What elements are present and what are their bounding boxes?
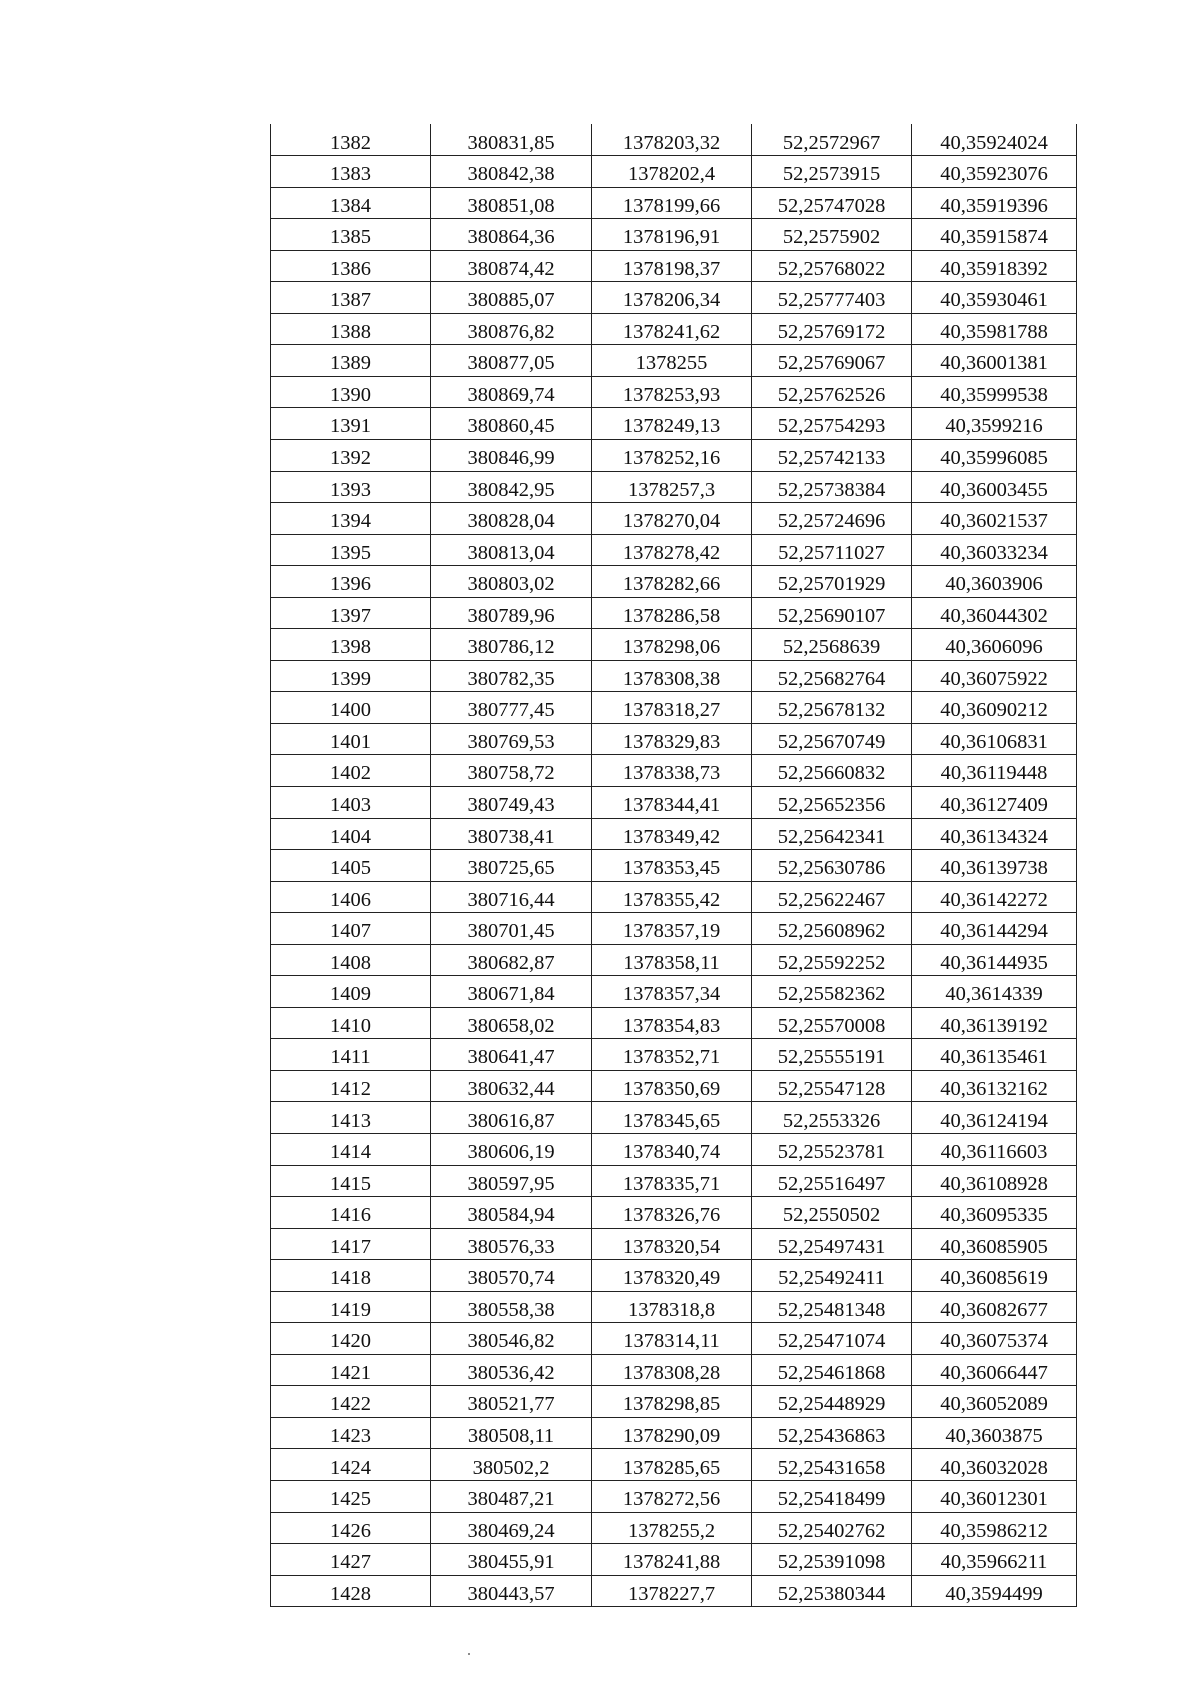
latitude-cell: 52,25711027 <box>752 534 912 566</box>
longitude-cell: 40,3599216 <box>912 408 1077 440</box>
point-number-cell: 1426 <box>271 1512 431 1544</box>
table-row <box>271 1544 1077 1576</box>
y-coordinate-cell: 1378253,93 <box>592 376 752 408</box>
x-coordinate-cell: 380682,87 <box>431 944 592 976</box>
x-coordinate-cell: 380758,72 <box>431 755 592 787</box>
y-coordinate-cell: 1378252,16 <box>592 439 752 471</box>
y-coordinate-cell: 1378282,66 <box>592 566 752 598</box>
latitude-cell: 52,25678132 <box>752 692 912 724</box>
longitude-cell: 40,35919396 <box>912 187 1077 219</box>
table-row <box>271 818 1077 850</box>
y-coordinate-cell: 1378355,42 <box>592 881 752 913</box>
point-number-cell: 1427 <box>271 1544 431 1576</box>
longitude-cell: 40,36066447 <box>912 1354 1077 1386</box>
x-coordinate-cell: 380851,08 <box>431 187 592 219</box>
point-number-cell: 1420 <box>271 1323 431 1355</box>
x-coordinate-cell: 380874,42 <box>431 250 592 282</box>
x-coordinate-cell: 380570,74 <box>431 1260 592 1292</box>
table-row <box>271 1102 1077 1134</box>
point-number-cell: 1419 <box>271 1291 431 1323</box>
y-coordinate-cell: 1378308,28 <box>592 1354 752 1386</box>
x-coordinate-cell: 380828,04 <box>431 503 592 535</box>
longitude-cell: 40,36033234 <box>912 534 1077 566</box>
latitude-cell: 52,25380344 <box>752 1575 912 1607</box>
point-number-cell: 1414 <box>271 1134 431 1166</box>
table-row <box>271 1323 1077 1355</box>
table-row <box>271 692 1077 724</box>
latitude-cell: 52,25418499 <box>752 1481 912 1513</box>
y-coordinate-cell: 1378352,71 <box>592 1039 752 1071</box>
point-number-cell: 1388 <box>271 313 431 345</box>
table-row <box>271 1417 1077 1449</box>
y-coordinate-cell: 1378318,8 <box>592 1291 752 1323</box>
y-coordinate-cell: 1378202,4 <box>592 156 752 188</box>
x-coordinate-cell: 380725,65 <box>431 850 592 882</box>
latitude-cell: 52,25738384 <box>752 471 912 503</box>
x-coordinate-cell: 380885,07 <box>431 282 592 314</box>
latitude-cell: 52,2568639 <box>752 629 912 661</box>
y-coordinate-cell: 1378308,38 <box>592 660 752 692</box>
longitude-cell: 40,35915874 <box>912 219 1077 251</box>
latitude-cell: 52,25769067 <box>752 345 912 377</box>
y-coordinate-cell: 1378335,71 <box>592 1165 752 1197</box>
longitude-cell: 40,36021537 <box>912 503 1077 535</box>
table-row <box>271 1134 1077 1166</box>
x-coordinate-cell: 380584,94 <box>431 1197 592 1229</box>
latitude-cell: 52,25754293 <box>752 408 912 440</box>
latitude-cell: 52,25769172 <box>752 313 912 345</box>
longitude-cell: 40,35996085 <box>912 439 1077 471</box>
table-row <box>271 282 1077 314</box>
table-row <box>271 850 1077 882</box>
y-coordinate-cell: 1378353,45 <box>592 850 752 882</box>
latitude-cell: 52,25670749 <box>752 723 912 755</box>
coordinates-table-body <box>271 124 1077 1607</box>
coordinates-table <box>270 124 1077 1607</box>
table-row <box>271 1228 1077 1260</box>
point-number-cell: 1389 <box>271 345 431 377</box>
point-number-cell: 1396 <box>271 566 431 598</box>
y-coordinate-cell: 1378314,11 <box>592 1323 752 1355</box>
point-number-cell: 1405 <box>271 850 431 882</box>
point-number-cell: 1422 <box>271 1386 431 1418</box>
y-coordinate-cell: 1378345,65 <box>592 1102 752 1134</box>
point-number-cell: 1417 <box>271 1228 431 1260</box>
x-coordinate-cell: 380536,42 <box>431 1354 592 1386</box>
longitude-cell: 40,36135461 <box>912 1039 1077 1071</box>
table-row <box>271 503 1077 535</box>
latitude-cell: 52,25481348 <box>752 1291 912 1323</box>
x-coordinate-cell: 380576,33 <box>431 1228 592 1260</box>
latitude-cell: 52,25592252 <box>752 944 912 976</box>
table-row <box>271 1354 1077 1386</box>
longitude-cell: 40,36144294 <box>912 913 1077 945</box>
latitude-cell: 52,2575902 <box>752 219 912 251</box>
latitude-cell: 52,25582362 <box>752 976 912 1008</box>
table-row <box>271 1291 1077 1323</box>
table-row <box>271 976 1077 1008</box>
point-number-cell: 1410 <box>271 1007 431 1039</box>
x-coordinate-cell: 380616,87 <box>431 1102 592 1134</box>
x-coordinate-cell: 380860,45 <box>431 408 592 440</box>
latitude-cell: 52,25461868 <box>752 1354 912 1386</box>
x-coordinate-cell: 380487,21 <box>431 1481 592 1513</box>
x-coordinate-cell: 380469,24 <box>431 1512 592 1544</box>
y-coordinate-cell: 1378241,62 <box>592 313 752 345</box>
longitude-cell: 40,36119448 <box>912 755 1077 787</box>
point-number-cell: 1423 <box>271 1417 431 1449</box>
x-coordinate-cell: 380864,36 <box>431 219 592 251</box>
point-number-cell: 1392 <box>271 439 431 471</box>
y-coordinate-cell: 1378290,09 <box>592 1417 752 1449</box>
y-coordinate-cell: 1378286,58 <box>592 597 752 629</box>
table-row <box>271 1165 1077 1197</box>
x-coordinate-cell: 380508,11 <box>431 1417 592 1449</box>
latitude-cell: 52,2550502 <box>752 1197 912 1229</box>
point-number-cell: 1404 <box>271 818 431 850</box>
point-number-cell: 1413 <box>271 1102 431 1134</box>
longitude-cell: 40,36139738 <box>912 850 1077 882</box>
y-coordinate-cell: 1378206,34 <box>592 282 752 314</box>
point-number-cell: 1425 <box>271 1481 431 1513</box>
latitude-cell: 52,25622467 <box>752 881 912 913</box>
longitude-cell: 40,3603875 <box>912 1417 1077 1449</box>
longitude-cell: 40,35918392 <box>912 250 1077 282</box>
x-coordinate-cell: 380842,95 <box>431 471 592 503</box>
table-row <box>271 944 1077 976</box>
y-coordinate-cell: 1378203,32 <box>592 124 752 156</box>
table-row <box>271 1575 1077 1607</box>
table-row <box>271 1197 1077 1229</box>
table-row <box>271 408 1077 440</box>
x-coordinate-cell: 380558,38 <box>431 1291 592 1323</box>
latitude-cell: 52,25642341 <box>752 818 912 850</box>
point-number-cell: 1386 <box>271 250 431 282</box>
table-row <box>271 1070 1077 1102</box>
longitude-cell: 40,36132162 <box>912 1070 1077 1102</box>
y-coordinate-cell: 1378350,69 <box>592 1070 752 1102</box>
point-number-cell: 1421 <box>271 1354 431 1386</box>
table-row <box>271 723 1077 755</box>
latitude-cell: 52,25391098 <box>752 1544 912 1576</box>
table-row <box>271 1260 1077 1292</box>
table-row <box>271 313 1077 345</box>
latitude-cell: 52,25724696 <box>752 503 912 535</box>
table-row <box>271 1481 1077 1513</box>
longitude-cell: 40,36003455 <box>912 471 1077 503</box>
latitude-cell: 52,25448929 <box>752 1386 912 1418</box>
x-coordinate-cell: 380803,02 <box>431 566 592 598</box>
point-number-cell: 1408 <box>271 944 431 976</box>
table-row <box>271 345 1077 377</box>
y-coordinate-cell: 1378227,7 <box>592 1575 752 1607</box>
x-coordinate-cell: 380738,41 <box>431 818 592 850</box>
x-coordinate-cell: 380769,53 <box>431 723 592 755</box>
y-coordinate-cell: 1378270,04 <box>592 503 752 535</box>
x-coordinate-cell: 380502,2 <box>431 1449 592 1481</box>
point-number-cell: 1424 <box>271 1449 431 1481</box>
x-coordinate-cell: 380876,82 <box>431 313 592 345</box>
point-number-cell: 1411 <box>271 1039 431 1071</box>
table-row <box>271 156 1077 188</box>
point-number-cell: 1397 <box>271 597 431 629</box>
latitude-cell: 52,25762526 <box>752 376 912 408</box>
longitude-cell: 40,36139192 <box>912 1007 1077 1039</box>
point-number-cell: 1387 <box>271 282 431 314</box>
latitude-cell: 52,25431658 <box>752 1449 912 1481</box>
y-coordinate-cell: 1378354,83 <box>592 1007 752 1039</box>
longitude-cell: 40,3594499 <box>912 1575 1077 1607</box>
table-row <box>271 660 1077 692</box>
x-coordinate-cell: 380632,44 <box>431 1070 592 1102</box>
point-number-cell: 1385 <box>271 219 431 251</box>
latitude-cell: 52,25747028 <box>752 187 912 219</box>
latitude-cell: 52,2573915 <box>752 156 912 188</box>
y-coordinate-cell: 1378199,66 <box>592 187 752 219</box>
point-number-cell: 1403 <box>271 786 431 818</box>
latitude-cell: 52,2553326 <box>752 1102 912 1134</box>
point-number-cell: 1418 <box>271 1260 431 1292</box>
x-coordinate-cell: 380869,74 <box>431 376 592 408</box>
x-coordinate-cell: 380777,45 <box>431 692 592 724</box>
y-coordinate-cell: 1378298,85 <box>592 1386 752 1418</box>
latitude-cell: 52,2572967 <box>752 124 912 156</box>
x-coordinate-cell: 380749,43 <box>431 786 592 818</box>
point-number-cell: 1393 <box>271 471 431 503</box>
longitude-cell: 40,3614339 <box>912 976 1077 1008</box>
longitude-cell: 40,35981788 <box>912 313 1077 345</box>
point-number-cell: 1399 <box>271 660 431 692</box>
table-row <box>271 250 1077 282</box>
y-coordinate-cell: 1378358,11 <box>592 944 752 976</box>
table-row <box>271 597 1077 629</box>
x-coordinate-cell: 380597,95 <box>431 1165 592 1197</box>
x-coordinate-cell: 380782,35 <box>431 660 592 692</box>
table-row <box>271 629 1077 661</box>
latitude-cell: 52,25570008 <box>752 1007 912 1039</box>
latitude-cell: 52,25660832 <box>752 755 912 787</box>
x-coordinate-cell: 380716,44 <box>431 881 592 913</box>
point-number-cell: 1394 <box>271 503 431 535</box>
y-coordinate-cell: 1378196,91 <box>592 219 752 251</box>
x-coordinate-cell: 380701,45 <box>431 913 592 945</box>
longitude-cell: 40,3606096 <box>912 629 1077 661</box>
y-coordinate-cell: 1378338,73 <box>592 755 752 787</box>
x-coordinate-cell: 380846,99 <box>431 439 592 471</box>
longitude-cell: 40,36052089 <box>912 1386 1077 1418</box>
point-number-cell: 1395 <box>271 534 431 566</box>
point-number-cell: 1382 <box>271 124 431 156</box>
latitude-cell: 52,25547128 <box>752 1070 912 1102</box>
latitude-cell: 52,25523781 <box>752 1134 912 1166</box>
longitude-cell: 40,36095335 <box>912 1197 1077 1229</box>
longitude-cell: 40,36142272 <box>912 881 1077 913</box>
x-coordinate-cell: 380641,47 <box>431 1039 592 1071</box>
x-coordinate-cell: 380813,04 <box>431 534 592 566</box>
point-number-cell: 1402 <box>271 755 431 787</box>
latitude-cell: 52,25555191 <box>752 1039 912 1071</box>
longitude-cell: 40,35923076 <box>912 156 1077 188</box>
latitude-cell: 52,25652356 <box>752 786 912 818</box>
longitude-cell: 40,36106831 <box>912 723 1077 755</box>
y-coordinate-cell: 1378255,2 <box>592 1512 752 1544</box>
longitude-cell: 40,35999538 <box>912 376 1077 408</box>
longitude-cell: 40,36134324 <box>912 818 1077 850</box>
table-row <box>271 881 1077 913</box>
latitude-cell: 52,25690107 <box>752 597 912 629</box>
longitude-cell: 40,36124194 <box>912 1102 1077 1134</box>
x-coordinate-cell: 380789,96 <box>431 597 592 629</box>
x-coordinate-cell: 380671,84 <box>431 976 592 1008</box>
point-number-cell: 1407 <box>271 913 431 945</box>
point-number-cell: 1412 <box>271 1070 431 1102</box>
longitude-cell: 40,36001381 <box>912 345 1077 377</box>
latitude-cell: 52,25436863 <box>752 1417 912 1449</box>
y-coordinate-cell: 1378340,74 <box>592 1134 752 1166</box>
longitude-cell: 40,3603906 <box>912 566 1077 598</box>
y-coordinate-cell: 1378320,49 <box>592 1260 752 1292</box>
y-coordinate-cell: 1378326,76 <box>592 1197 752 1229</box>
table-row <box>271 566 1077 598</box>
point-number-cell: 1383 <box>271 156 431 188</box>
y-coordinate-cell: 1378349,42 <box>592 818 752 850</box>
latitude-cell: 52,25701929 <box>752 566 912 598</box>
latitude-cell: 52,25608962 <box>752 913 912 945</box>
latitude-cell: 52,25516497 <box>752 1165 912 1197</box>
y-coordinate-cell: 1378198,37 <box>592 250 752 282</box>
table-row <box>271 124 1077 156</box>
longitude-cell: 40,35924024 <box>912 124 1077 156</box>
x-coordinate-cell: 380786,12 <box>431 629 592 661</box>
y-coordinate-cell: 1378255 <box>592 345 752 377</box>
latitude-cell: 52,25777403 <box>752 282 912 314</box>
latitude-cell: 52,25742133 <box>752 439 912 471</box>
longitude-cell: 40,36085905 <box>912 1228 1077 1260</box>
longitude-cell: 40,36085619 <box>912 1260 1077 1292</box>
longitude-cell: 40,36032028 <box>912 1449 1077 1481</box>
point-number-cell: 1406 <box>271 881 431 913</box>
longitude-cell: 40,36012301 <box>912 1481 1077 1513</box>
longitude-cell: 40,36075374 <box>912 1323 1077 1355</box>
y-coordinate-cell: 1378272,56 <box>592 1481 752 1513</box>
latitude-cell: 52,25402762 <box>752 1512 912 1544</box>
longitude-cell: 40,35966211 <box>912 1544 1077 1576</box>
scan-speck <box>468 1653 470 1655</box>
point-number-cell: 1384 <box>271 187 431 219</box>
longitude-cell: 40,36090212 <box>912 692 1077 724</box>
latitude-cell: 52,25682764 <box>752 660 912 692</box>
point-number-cell: 1428 <box>271 1575 431 1607</box>
longitude-cell: 40,36082677 <box>912 1291 1077 1323</box>
latitude-cell: 52,25768022 <box>752 250 912 282</box>
x-coordinate-cell: 380877,05 <box>431 345 592 377</box>
latitude-cell: 52,25492411 <box>752 1260 912 1292</box>
table-row <box>271 755 1077 787</box>
point-number-cell: 1416 <box>271 1197 431 1229</box>
longitude-cell: 40,36127409 <box>912 786 1077 818</box>
longitude-cell: 40,36044302 <box>912 597 1077 629</box>
x-coordinate-cell: 380443,57 <box>431 1575 592 1607</box>
table-row <box>271 219 1077 251</box>
y-coordinate-cell: 1378357,19 <box>592 913 752 945</box>
table-row <box>271 786 1077 818</box>
latitude-cell: 52,25630786 <box>752 850 912 882</box>
point-number-cell: 1401 <box>271 723 431 755</box>
y-coordinate-cell: 1378298,06 <box>592 629 752 661</box>
longitude-cell: 40,35986212 <box>912 1512 1077 1544</box>
y-coordinate-cell: 1378241,88 <box>592 1544 752 1576</box>
x-coordinate-cell: 380606,19 <box>431 1134 592 1166</box>
longitude-cell: 40,36108928 <box>912 1165 1077 1197</box>
table-row <box>271 471 1077 503</box>
table-row <box>271 534 1077 566</box>
table-row <box>271 376 1077 408</box>
table-row <box>271 187 1077 219</box>
y-coordinate-cell: 1378357,34 <box>592 976 752 1008</box>
table-row <box>271 1007 1077 1039</box>
y-coordinate-cell: 1378278,42 <box>592 534 752 566</box>
point-number-cell: 1398 <box>271 629 431 661</box>
point-number-cell: 1400 <box>271 692 431 724</box>
point-number-cell: 1391 <box>271 408 431 440</box>
y-coordinate-cell: 1378285,65 <box>592 1449 752 1481</box>
x-coordinate-cell: 380658,02 <box>431 1007 592 1039</box>
x-coordinate-cell: 380546,82 <box>431 1323 592 1355</box>
table-row <box>271 1512 1077 1544</box>
point-number-cell: 1409 <box>271 976 431 1008</box>
y-coordinate-cell: 1378257,3 <box>592 471 752 503</box>
latitude-cell: 52,25471074 <box>752 1323 912 1355</box>
x-coordinate-cell: 380842,38 <box>431 156 592 188</box>
longitude-cell: 40,36116603 <box>912 1134 1077 1166</box>
y-coordinate-cell: 1378329,83 <box>592 723 752 755</box>
table-row <box>271 1449 1077 1481</box>
table-row <box>271 439 1077 471</box>
y-coordinate-cell: 1378320,54 <box>592 1228 752 1260</box>
y-coordinate-cell: 1378318,27 <box>592 692 752 724</box>
y-coordinate-cell: 1378249,13 <box>592 408 752 440</box>
latitude-cell: 52,25497431 <box>752 1228 912 1260</box>
table-row <box>271 1386 1077 1418</box>
x-coordinate-cell: 380521,77 <box>431 1386 592 1418</box>
longitude-cell: 40,35930461 <box>912 282 1077 314</box>
longitude-cell: 40,36144935 <box>912 944 1077 976</box>
longitude-cell: 40,36075922 <box>912 660 1077 692</box>
point-number-cell: 1390 <box>271 376 431 408</box>
y-coordinate-cell: 1378344,41 <box>592 786 752 818</box>
table-row <box>271 913 1077 945</box>
x-coordinate-cell: 380831,85 <box>431 124 592 156</box>
table-row <box>271 1039 1077 1071</box>
point-number-cell: 1415 <box>271 1165 431 1197</box>
x-coordinate-cell: 380455,91 <box>431 1544 592 1576</box>
